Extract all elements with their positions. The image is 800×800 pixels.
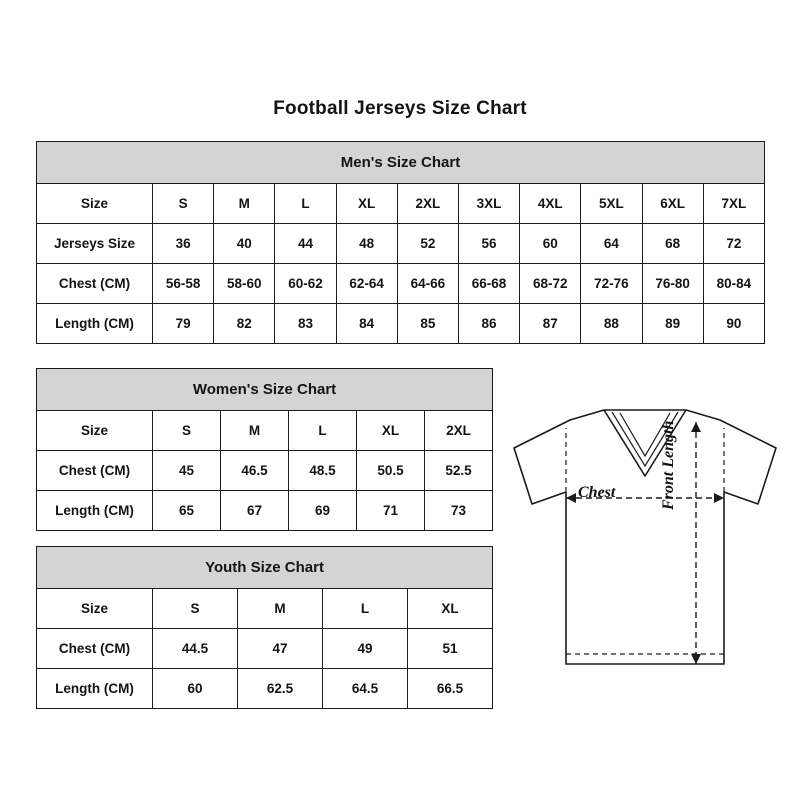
row-label: Length (CM) [37, 491, 153, 531]
table-cell: 3XL [458, 184, 519, 224]
row-label: Size [37, 184, 153, 224]
table-cell: 64.5 [323, 669, 408, 709]
table-cell: 56 [458, 224, 519, 264]
table-cell: 64-66 [397, 264, 458, 304]
table-cell: 60 [153, 669, 238, 709]
row-label: Jerseys Size [37, 224, 153, 264]
table-cell: 48 [336, 224, 397, 264]
table-row [37, 669, 493, 709]
table-cell: 72 [703, 224, 764, 264]
table-cell: 36 [153, 224, 214, 264]
table-cell: 71 [357, 491, 425, 531]
table-cell: XL [408, 589, 493, 629]
womens-caption: Women's Size Chart [37, 369, 493, 411]
row-label: Chest (CM) [37, 629, 153, 669]
table-cell: 87 [520, 304, 581, 344]
table-cell: 44 [275, 224, 336, 264]
table-cell: M [214, 184, 275, 224]
row-label: Size [37, 589, 153, 629]
womens-size-table [36, 368, 493, 531]
table-cell: S [153, 184, 214, 224]
table-cell: 7XL [703, 184, 764, 224]
table-cell: 2XL [397, 184, 458, 224]
table-cell: 5XL [581, 184, 642, 224]
table-cell: 80-84 [703, 264, 764, 304]
table-cell: 76-80 [642, 264, 703, 304]
table-cell: 82 [214, 304, 275, 344]
table-row [37, 451, 493, 491]
table-cell: S [153, 411, 221, 451]
table-cell: 66.5 [408, 669, 493, 709]
mens-caption: Men's Size Chart [37, 142, 765, 184]
table-cell: S [153, 589, 238, 629]
table-cell: 79 [153, 304, 214, 344]
table-cell: 68 [642, 224, 703, 264]
table-cell: 89 [642, 304, 703, 344]
row-label: Chest (CM) [37, 264, 153, 304]
table-cell: L [323, 589, 408, 629]
table-row [37, 224, 765, 264]
youth-size-table [36, 546, 493, 709]
table-cell: 85 [397, 304, 458, 344]
table-cell: 66-68 [458, 264, 519, 304]
table-cell: 44.5 [153, 629, 238, 669]
table-row [37, 629, 493, 669]
table-cell: 58-60 [214, 264, 275, 304]
mens-size-table [36, 141, 765, 344]
table-cell: 46.5 [221, 451, 289, 491]
table-row [37, 184, 765, 224]
table-cell: 60-62 [275, 264, 336, 304]
table-caption-row [37, 142, 765, 184]
table-cell: M [238, 589, 323, 629]
table-row [37, 491, 493, 531]
table-cell: 88 [581, 304, 642, 344]
table-cell: 69 [289, 491, 357, 531]
table-cell: 45 [153, 451, 221, 491]
table-row [37, 589, 493, 629]
table-cell: 49 [323, 629, 408, 669]
row-label: Length (CM) [37, 669, 153, 709]
table-cell: 6XL [642, 184, 703, 224]
table-row [37, 411, 493, 451]
youth-caption: Youth Size Chart [37, 547, 493, 589]
table-cell: XL [336, 184, 397, 224]
table-cell: 60 [520, 224, 581, 264]
table-cell: 62-64 [336, 264, 397, 304]
row-label: Size [37, 411, 153, 451]
table-cell: 50.5 [357, 451, 425, 491]
table-cell: 48.5 [289, 451, 357, 491]
table-cell: 68-72 [520, 264, 581, 304]
table-cell: 51 [408, 629, 493, 669]
table-cell: L [289, 411, 357, 451]
table-cell: 47 [238, 629, 323, 669]
table-row [37, 304, 765, 344]
womens-size-chart [36, 368, 493, 531]
table-cell: 84 [336, 304, 397, 344]
table-cell: 4XL [520, 184, 581, 224]
table-cell: 72-76 [581, 264, 642, 304]
table-cell: 90 [703, 304, 764, 344]
table-cell: L [275, 184, 336, 224]
table-cell: 64 [581, 224, 642, 264]
table-cell: 40 [214, 224, 275, 264]
mens-size-chart [36, 141, 765, 344]
table-cell: XL [357, 411, 425, 451]
table-cell: 65 [153, 491, 221, 531]
table-cell: 73 [425, 491, 493, 531]
table-cell: 67 [221, 491, 289, 531]
table-cell: 52.5 [425, 451, 493, 491]
row-label: Length (CM) [37, 304, 153, 344]
table-cell: 83 [275, 304, 336, 344]
table-cell: 62.5 [238, 669, 323, 709]
table-cell: 52 [397, 224, 458, 264]
table-cell: 86 [458, 304, 519, 344]
table-cell: 56-58 [153, 264, 214, 304]
table-cell: 2XL [425, 411, 493, 451]
chest-measure-label: Chest [578, 484, 616, 501]
table-caption-row [37, 369, 493, 411]
tshirt-measurement-diagram [500, 400, 790, 700]
page-title: Football Jerseys Size Chart [273, 98, 527, 119]
youth-size-chart [36, 546, 493, 709]
table-row [37, 264, 765, 304]
table-cell: M [221, 411, 289, 451]
front-length-measure-label: Front Length [660, 420, 677, 510]
tshirt-outline-icon [500, 400, 790, 700]
row-label: Chest (CM) [37, 451, 153, 491]
table-caption-row [37, 547, 493, 589]
